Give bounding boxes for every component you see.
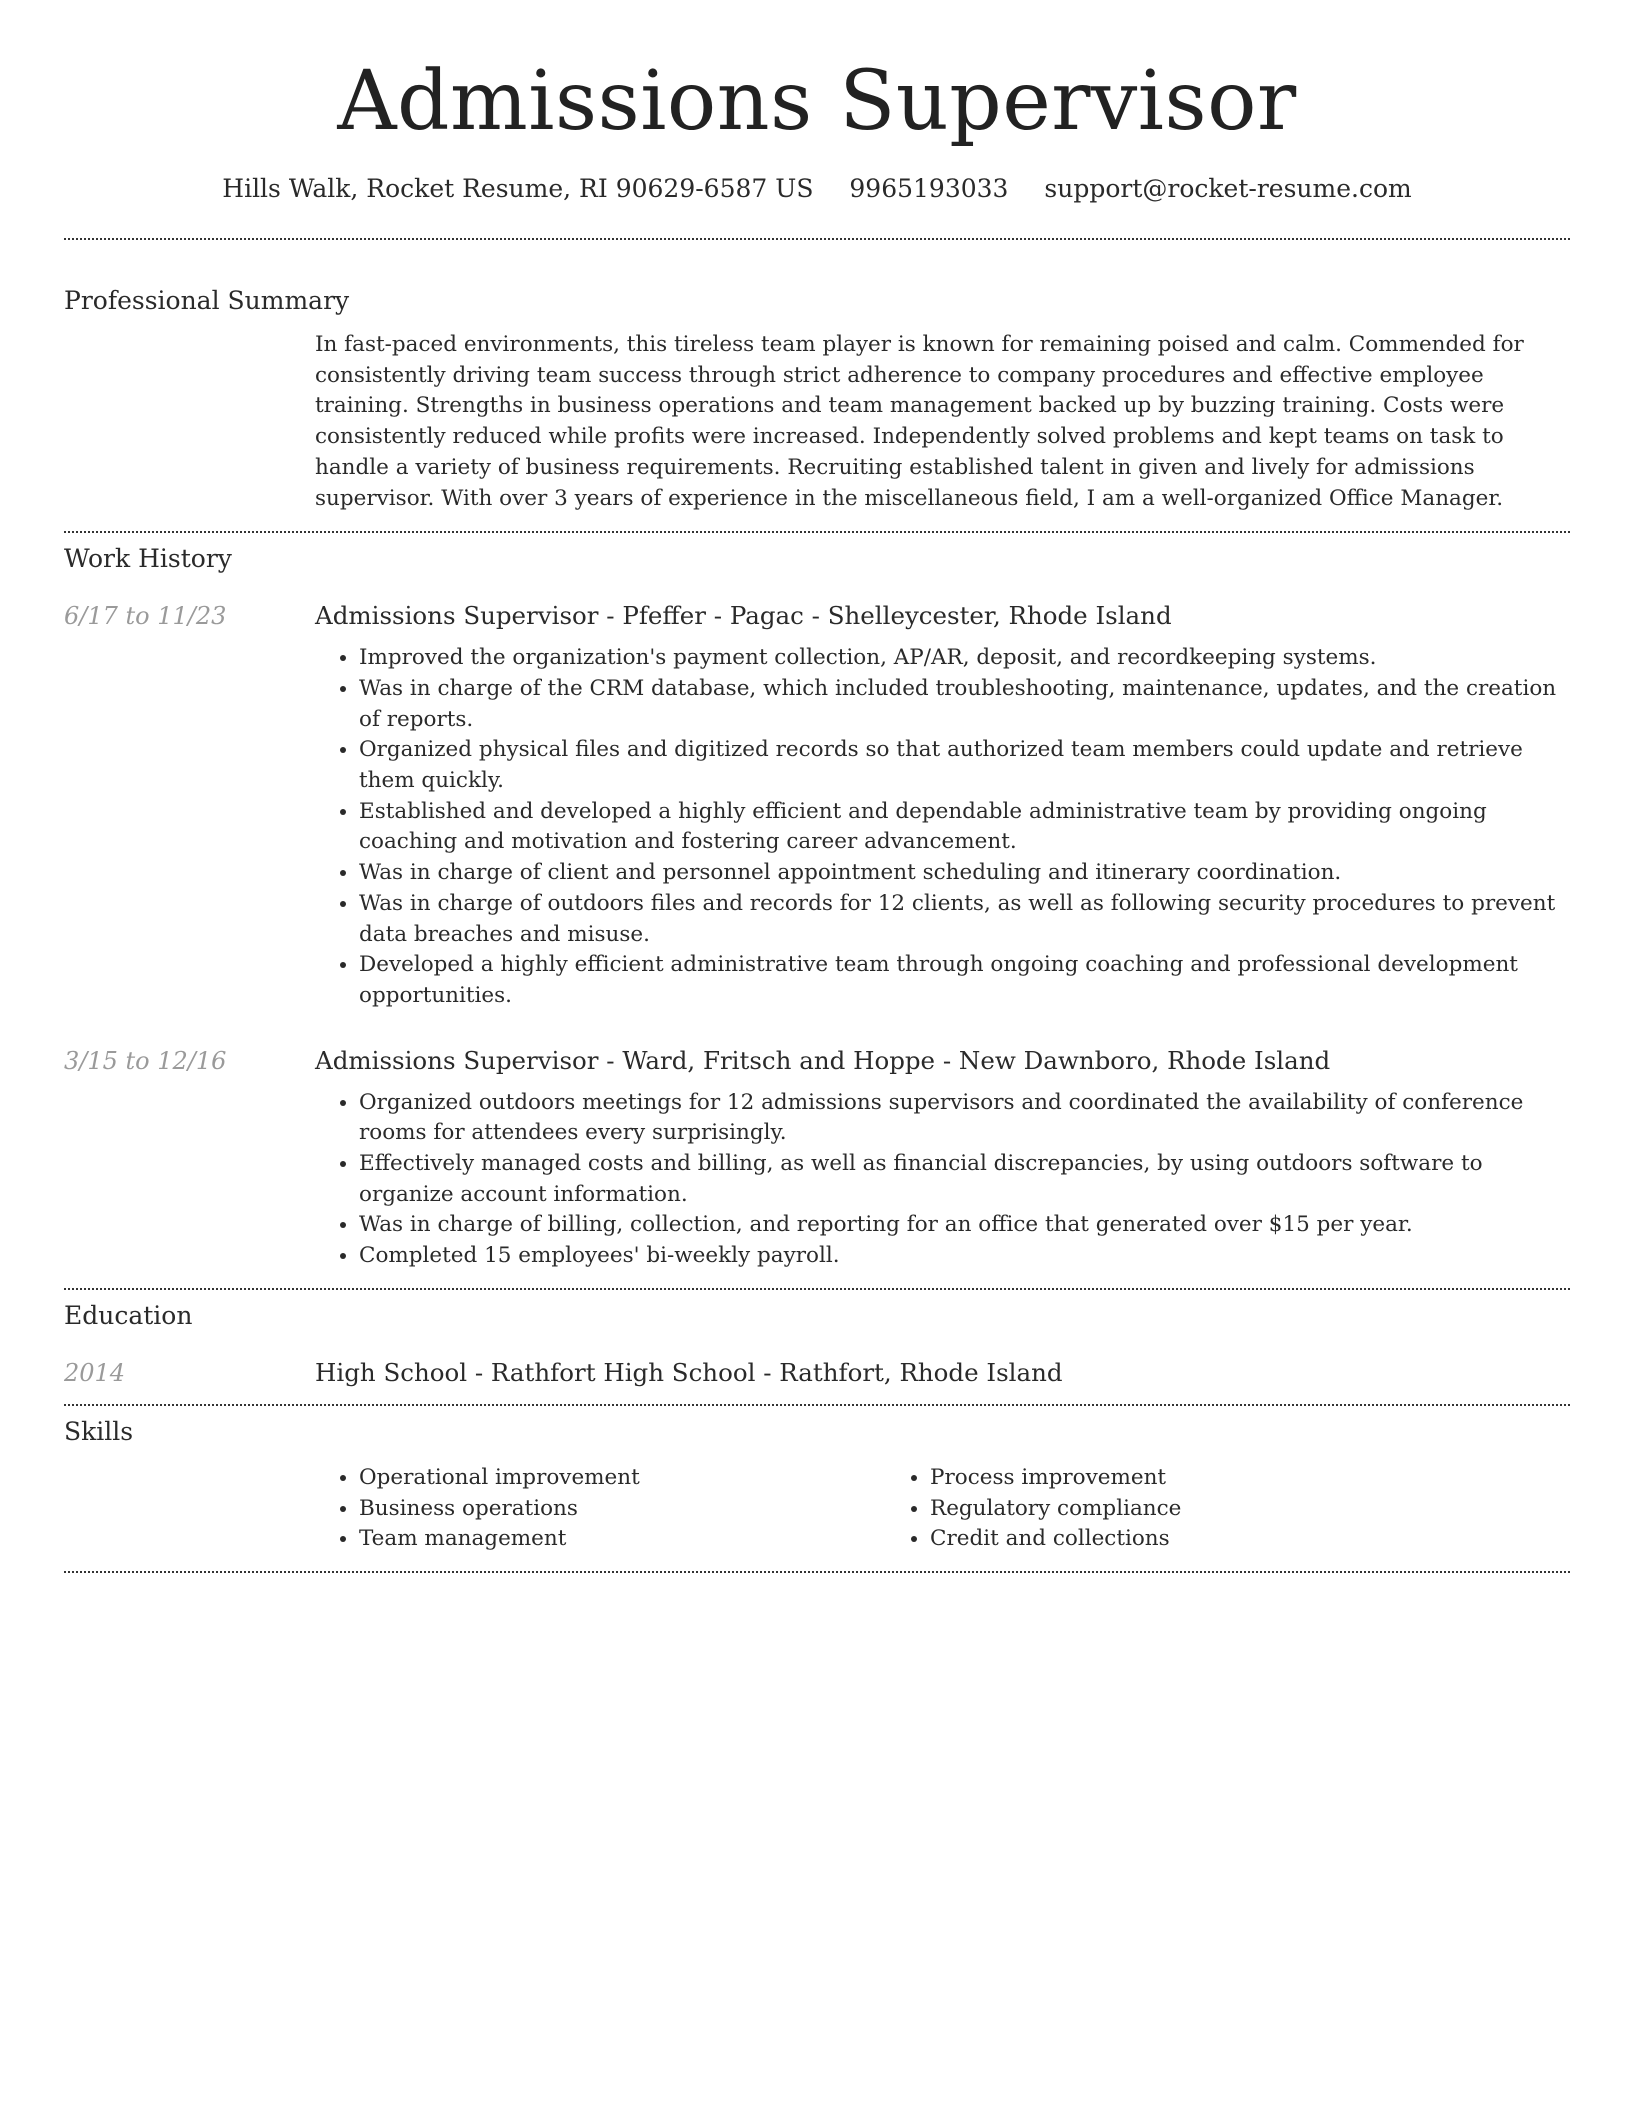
- divider: [64, 1571, 1570, 1573]
- job-bullets: [315, 1088, 1570, 1272]
- list-item: • Team management: [359, 1524, 886, 1555]
- skills-section: [64, 1415, 1570, 1555]
- contact-address: Hills Walk, Rocket Resume, RI 90629-6587 US: [222, 174, 814, 203]
- job-entry: [64, 1044, 1570, 1272]
- skills-column-1: [315, 1463, 886, 1555]
- list-item: • Established and developed a highly efficient and dependable administrative team by providing ongoing coaching and motivation and fostering career advancement.: [359, 797, 1570, 858]
- list-item: • Was in charge of the CRM database, which included troubleshooting, maintenance, updates, and the creation of reports.: [359, 674, 1570, 735]
- job-dates: 6/17 to 11/23: [64, 602, 227, 631]
- list-item: • Operational improvement: [359, 1463, 886, 1494]
- list-item: • Regulatory compliance: [930, 1494, 1457, 1525]
- summary-spacer: [64, 330, 315, 514]
- list-item: • Organized physical files and digitized records so that authorized team members could update and retrieve them quickly.: [359, 735, 1570, 796]
- contact-line: [64, 172, 1570, 206]
- section-title-education: Education: [64, 1300, 193, 1330]
- divider: [64, 1404, 1570, 1406]
- summary-text: In fast-paced environments, this tireless team player is known for remaining poised and calm. Commended for consistently driving team success through strict adherence to company procedures and effective employee training. Strengths in business operations and team management backed up by buzzing training. Costs were consistently reduced while profits were increased. Independently solved problems and kept teams on task to handle a variety of business requirements. Recruiting established talent in given and lively for admissions supervisor. With over 3 years of experience in the miscellaneous field, I am a well-organized Office Manager.: [315, 332, 1524, 511]
- education-heading: High School - Rathfort High School - Rathfort, Rhode Island: [315, 1357, 1063, 1387]
- list-item: • Was in charge of client and personnel appointment scheduling and itinerary coordination.: [359, 858, 1570, 889]
- list-item: • Was in charge of outdoors files and records for 12 clients, as well as following security procedures to prevent data breaches and misuse.: [359, 889, 1570, 950]
- list-item: • Organized outdoors meetings for 12 admissions supervisors and coordinated the availability of conference rooms for attendees every surprisingly.: [359, 1088, 1570, 1149]
- job-heading: Admissions Supervisor - Ward, Fritsch and Hoppe - New Dawnboro, Rhode Island: [315, 1045, 1331, 1075]
- list-item: • Business operations: [359, 1494, 886, 1525]
- job-bullets: [315, 643, 1570, 1011]
- section-title-work: Work History: [64, 544, 232, 574]
- section-title-skills: Skills: [64, 1416, 134, 1446]
- skills-column-2: [886, 1463, 1457, 1555]
- education-year: 2014: [64, 1358, 126, 1387]
- section-title-summary: Professional Summary: [64, 286, 350, 315]
- list-item: • Completed 15 employees' bi-weekly payroll.: [359, 1241, 1570, 1272]
- list-item: • Was in charge of billing, collection, and reporting for an office that generated over $15 per year.: [359, 1210, 1570, 1241]
- list-item: • Credit and collections: [930, 1524, 1457, 1555]
- contact-email: support@rocket-resume.com: [1044, 174, 1412, 203]
- list-item: • Developed a highly efficient administrative team through ongoing coaching and professional development opportunities.: [359, 950, 1570, 1011]
- education-entry: [64, 1356, 1570, 1390]
- divider: [64, 1288, 1570, 1290]
- job-dates: 3/15 to 12/16: [64, 1046, 227, 1075]
- job-entry: [64, 599, 1570, 1011]
- divider: [64, 531, 1570, 533]
- resume-name: Admissions Supervisor: [337, 54, 1297, 149]
- list-item: • Effectively managed costs and billing, as well as financial discrepancies, by using outdoors software to organize account information.: [359, 1149, 1570, 1210]
- job-heading: Admissions Supervisor - Pfeffer - Pagac - Shelleycester, Rhode Island: [315, 601, 1172, 631]
- divider: [64, 238, 1570, 240]
- list-item: • Process improvement: [930, 1463, 1457, 1494]
- education-section: [64, 1299, 1570, 1390]
- skills-list: [315, 1463, 1570, 1555]
- list-item: • Improved the organization's payment collection, AP/AR, deposit, and recordkeeping systems.: [359, 643, 1570, 674]
- resume-page: [64, 0, 1570, 1573]
- contact-phone: 9965193033: [849, 174, 1009, 203]
- skills-spacer: [64, 1463, 315, 1555]
- summary-section: [64, 284, 1570, 514]
- work-history-section: [64, 542, 1570, 1272]
